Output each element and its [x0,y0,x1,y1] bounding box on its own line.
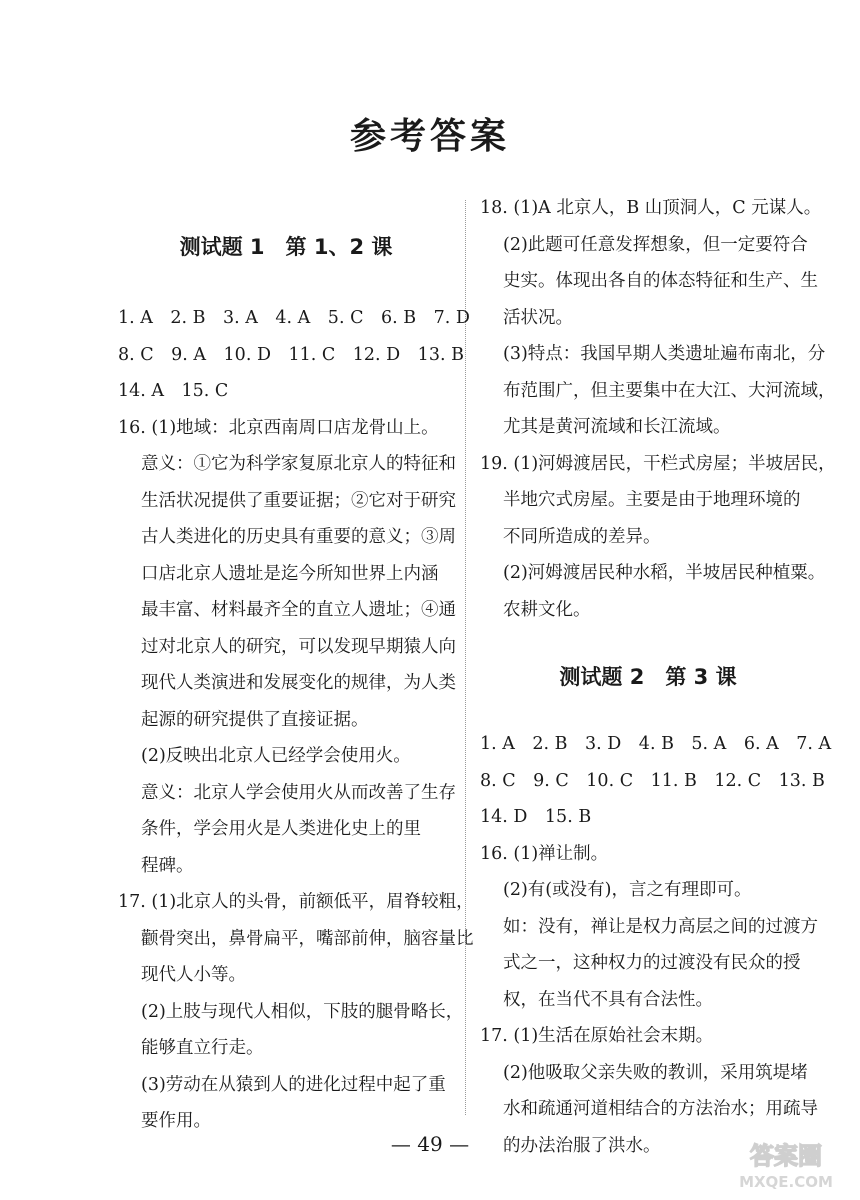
page-number: — 49 — [390,1132,470,1156]
answer-line: 意义：①它为科学家复原北京人的特征和 [141,454,456,474]
left-column [118,190,474,1140]
answer-line: (2)河姆渡居民种水稻，半坡居民种植粟。 [503,563,826,583]
answer-line: 如：没有，禅让是权力高层之间的过渡方 [503,916,818,937]
answer-line: 16. (1)地域：北京西南周口店龙骨山上。 [118,417,439,438]
column-divider [465,200,466,1115]
answer-line: (2)上肢与现代人相似，下肢的腿骨略长， [141,1001,464,1022]
watermark-logo [719,1134,854,1194]
right-column [480,190,836,1164]
answer-line: 14. A 15. C [118,381,229,401]
answer-line: (2)他吸取父亲失败的教训，采用筑堤堵 [503,1062,808,1083]
answer-line: 式之一，这种权力的过渡没有民众的授 [503,953,801,973]
answer-line: 14. D 15. B [480,807,592,827]
answer-line: 现代人类演进和发展变化的规律，为人类 [141,673,456,693]
answer-line: 18. (1)A 北京人，B 山顶洞人，C 元谋人。 [480,198,822,218]
answer-line: 生活状况提供了重要证据；②它对于研究 [141,490,456,511]
answer-line: (2)有(或没有)，言之有理即可。 [503,880,752,900]
answer-line: 现代人小等。 [141,965,246,985]
answer-line: 19. (1)河姆渡居民，干栏式房屋；半坡居民， [480,453,836,474]
answer-line: 尤其是黄河流域和长江流域。 [503,417,731,437]
answer-line: 布范围广，但主要集中在大江、大河流域， [503,380,836,401]
answer-line: 17. (1)生活在原始社会末期。 [480,1026,714,1046]
answer-line: 条件，学会用火是人类进化史上的里 [141,819,421,839]
answer-line: 意义：北京人学会使用火从而改善了生存 [141,782,456,803]
answer-line: 8. C 9. A 10. D 11. C 12. D 13. B [118,344,464,365]
answer-line: (3)劳动在从猿到人的进化过程中起了重 [141,1074,446,1095]
answer-line: 颧骨突出，鼻骨扁平，嘴部前伸，脑容量比 [141,928,474,949]
answer-line: 最丰富、材料最齐全的直立人遗址；④通 [141,600,456,620]
answer-line: 起源的研究提供了直接证据。 [141,709,369,730]
answer-line: 1. A 2. B 3. D 4. B 5. A 6. A 7. A [480,734,832,754]
answer-line: 要作用。 [141,1111,211,1131]
watermark-top-text: 答案圈 [750,1142,822,1170]
section-heading-test-2: 测试题 2 第 3 课 [559,665,737,689]
answer-line: 不同所造成的差异。 [503,526,661,547]
page-title: 参考答案 [349,116,510,157]
answer-line: 活状况。 [503,307,573,328]
watermark-bottom-text: MXQE.COM [739,1173,833,1191]
answer-line: 的办法治服了洪水。 [503,1135,661,1156]
answer-line: 能够直立行走。 [141,1038,264,1058]
answer-line: 水和疏通河道相结合的方法治水；用疏导 [503,1099,818,1119]
answer-line: 程碑。 [141,855,194,876]
answer-line: 农耕文化。 [503,599,591,620]
answer-line: (2)反映出北京人已经学会使用火。 [141,746,411,766]
answer-line: (3)特点：我国早期人类遗址遍布南北，分 [503,344,826,364]
answer-line: 半地穴式房屋。主要是由于地理环境的 [503,490,801,510]
answer-line: 古人类进化的历史具有重要的意义；③周 [141,527,456,547]
section-heading-test-1: 测试题 1 第 1、2 课 [179,235,393,259]
answer-line: 过对北京人的研究，可以发现早期猿人向 [141,636,456,657]
answer-line: 17. (1)北京人的头骨，前额低平，眉脊较粗， [118,892,474,912]
answer-line: 史实。体现出各自的体态特征和生产、生 [503,271,818,291]
answer-line: 16. (1)禅让制。 [480,843,609,864]
answer-line: 权，在当代不具有合法性。 [503,989,713,1010]
answer-line: 8. C 9. C 10. C 11. B 12. C 13. B [480,770,825,791]
answer-line: 1. A 2. B 3. A 4. A 5. C 6. B 7. D [118,308,470,328]
answer-line: 口店北京人遗址是迄今所知世界上内涵 [141,563,439,584]
answer-line: (2)此题可任意发挥想象，但一定要符合 [503,234,808,255]
